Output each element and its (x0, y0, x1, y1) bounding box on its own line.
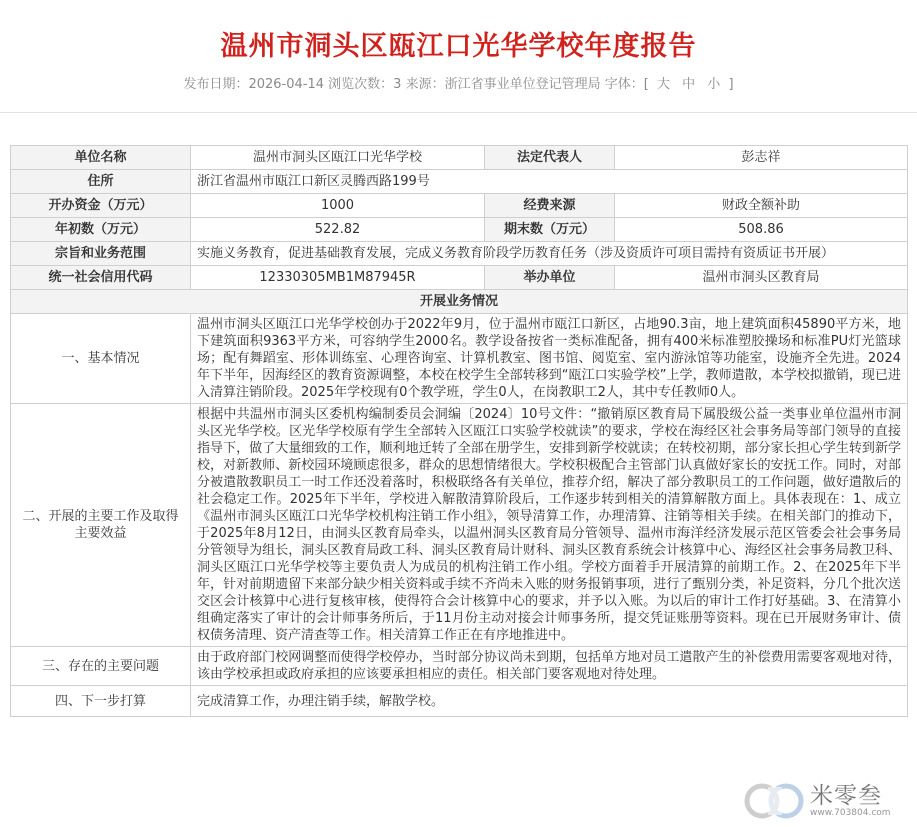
table-row (11, 242, 908, 266)
report-table (10, 145, 908, 717)
watermark-brand: 米零叁 (810, 783, 882, 809)
table-row (11, 170, 908, 194)
sponsor-label: 举办单位 (485, 266, 615, 290)
capital-label: 开办资金（万元） (11, 194, 191, 218)
section-text-plan: 完成清算工作，办理注销手续，解散学校。 (191, 686, 908, 717)
section-label-work: 二、开展的主要工作及取得主要效益 (11, 404, 191, 647)
view-count: 浏览次数：3 (328, 77, 402, 92)
source: 来源：浙江省事业单位登记管理局 (405, 77, 601, 92)
unit-name-value: 温州市洞头区瓯江口光华学校 (191, 146, 485, 170)
font-size-close: ] (728, 77, 734, 92)
unit-name-label: 单位名称 (11, 146, 191, 170)
legal-rep-value: 彭志祥 (615, 146, 908, 170)
credit-label: 统一社会信用代码 (11, 266, 191, 290)
font-large-link[interactable]: 大 (656, 77, 670, 92)
table-row (11, 194, 908, 218)
table-row (11, 266, 908, 290)
header-divider (0, 112, 917, 113)
table-row (11, 146, 908, 170)
section-text-work: 根据中共温州市洞头区委机构编制委员会洞编〔2024〕10号文件：“撤销原区教育局下属股级公益一类事业单位温州市洞头区光华学校。区光华学校原有学生全部转入区瓯江口实验学校就读”的要求，学校在海经区社会事务局等部门领导的直接指导下，做了大量细致的工作，顺利地迁转了全部在册学生，安排到新学校就读；在转校初期，部分家长担心学生转到新学校，对新教师、新校园环境顾虑很多，群众的思想情绪很大。学校积极配合主管部门认真做好家长的安抚工作。同时，对部分被遣散教职员工一时工作还没着落时，积极联络各有关单位，推荐介绍，解决了部分教职员工的工作问题，做好遣散后的社会稳定工作。2025年下半年，学校进入解散清算阶段后，工作逐步转到相关的清算解散方面上。具体表现在：1、成立《温州市洞头区瓯江口光华学校机构注销工作小组》，领导清算工作，办理清算、注销等相关手续。在相关部门的推动下，于2025年8月12日，由洞头区教育局牵头，以温州洞头区教育局分管领导、温州市海洋经济发展示范区管委会社会事务局分管领导为组长，洞头区教育局政工科、洞头区教育局计财科、洞头区教育系统会计核算中心、海经区社会事务局教卫科、洞头区瓯江口光华学校等主要负责人为成员的机构注销工作小组。学校方面着手开展清算的前期工作。2、在2025年下半年，针对前期遗留下来部分缺少相关资料或手续不齐尚未入账的财务报销事项，进行了甄别分类，补足资料，分几个批次送交区会计核算中心进行复核审核，使得符合会计核算中心的要求，并予以入账。为以后的审计工作打好基础。3、在清算小组确定落实了审计的会计师事务所后，于11月份主动对接会计师事务所，提交凭证账册等资料。现在已开展财务审计、债权债务清理、资产清查等工作。相关清算工作正在有序地推进中。 (191, 404, 908, 647)
funding-value: 财政全额补助 (615, 194, 908, 218)
sponsor-value: 温州市洞头区教育局 (615, 266, 908, 290)
begin-label: 年初数（万元） (11, 218, 191, 242)
capital-value: 1000 (191, 194, 485, 218)
watermark (744, 778, 912, 824)
table-row (11, 647, 908, 686)
end-value: 508.86 (615, 218, 908, 242)
scope-value: 实施义务教育，促进基础教育发展，完成义务教育阶段学历教育任务（涉及资质许可项目需持有资质证书开展） (191, 242, 908, 266)
legal-rep-label: 法定代表人 (485, 146, 615, 170)
table-row (11, 314, 908, 404)
watermark-url: www.703804.com (810, 808, 891, 818)
font-small-link[interactable]: 小 (707, 77, 721, 92)
page-title: 温州市洞头区瓯江口光华学校年度报告 (220, 31, 697, 62)
section-title: 开展业务情况 (11, 290, 908, 314)
section-label-plan: 四、下一步打算 (11, 686, 191, 717)
table-row (11, 686, 908, 717)
section-text-basic: 温州市洞头区瓯江口光华学校创办于2022年9月，位于温州市瓯江口新区，占地90.3亩，地上建筑面积45890平方米，地下建筑面积9363平方米，可容纳学生2000名。教学设备按省一类标准配备，拥有400米标准塑胶操场和标准PU灯光篮球场；配有舞蹈室、形体训练室、心理咨询室、计算机教室、图书馆、阅览室、室内游泳馆等功能室，设施齐全先进。2024年下半年，因海经区的教育资源调整，本校在校学生全部转移到“瓯江口实验学校”上学，教师遣散，本学校拟撤销，现已进入清算注销阶段。2025年学校现有0个教学班，学生0人，在岗教职工2人，其中专任教师0人。 (191, 314, 908, 404)
watermark-logo-icon (744, 781, 806, 821)
scope-label: 宗旨和业务范围 (11, 242, 191, 266)
table-row (11, 218, 908, 242)
table-row (11, 290, 908, 314)
publish-date: 发布日期：2026-04-14 (183, 77, 325, 92)
credit-value: 12330305MB1M87945R (191, 266, 485, 290)
end-label: 期末数（万元） (485, 218, 615, 242)
article-meta (0, 73, 917, 92)
address-label: 住所 (11, 170, 191, 194)
font-medium-link[interactable]: 中 (682, 77, 696, 92)
funding-label: 经费来源 (485, 194, 615, 218)
section-text-problems: 由于政府部门校网调整而使得学校停办，当时部分协议尚未到期，包括单方地对员工遣散产生的补偿费用需要客观地对待，该由学校承担或政府承担的应该要承担相应的责任。相关部门要客观地对待处理。 (191, 647, 908, 686)
section-label-basic: 一、基本情况 (11, 314, 191, 404)
font-size-switcher (605, 77, 734, 92)
font-size-label: 字体：[ (604, 77, 649, 92)
begin-value: 522.82 (191, 218, 485, 242)
table-row (11, 404, 908, 647)
address-value: 浙江省温州市瓯江口新区灵腾西路199号 (191, 170, 908, 194)
section-label-problems: 三、存在的主要问题 (11, 647, 191, 686)
